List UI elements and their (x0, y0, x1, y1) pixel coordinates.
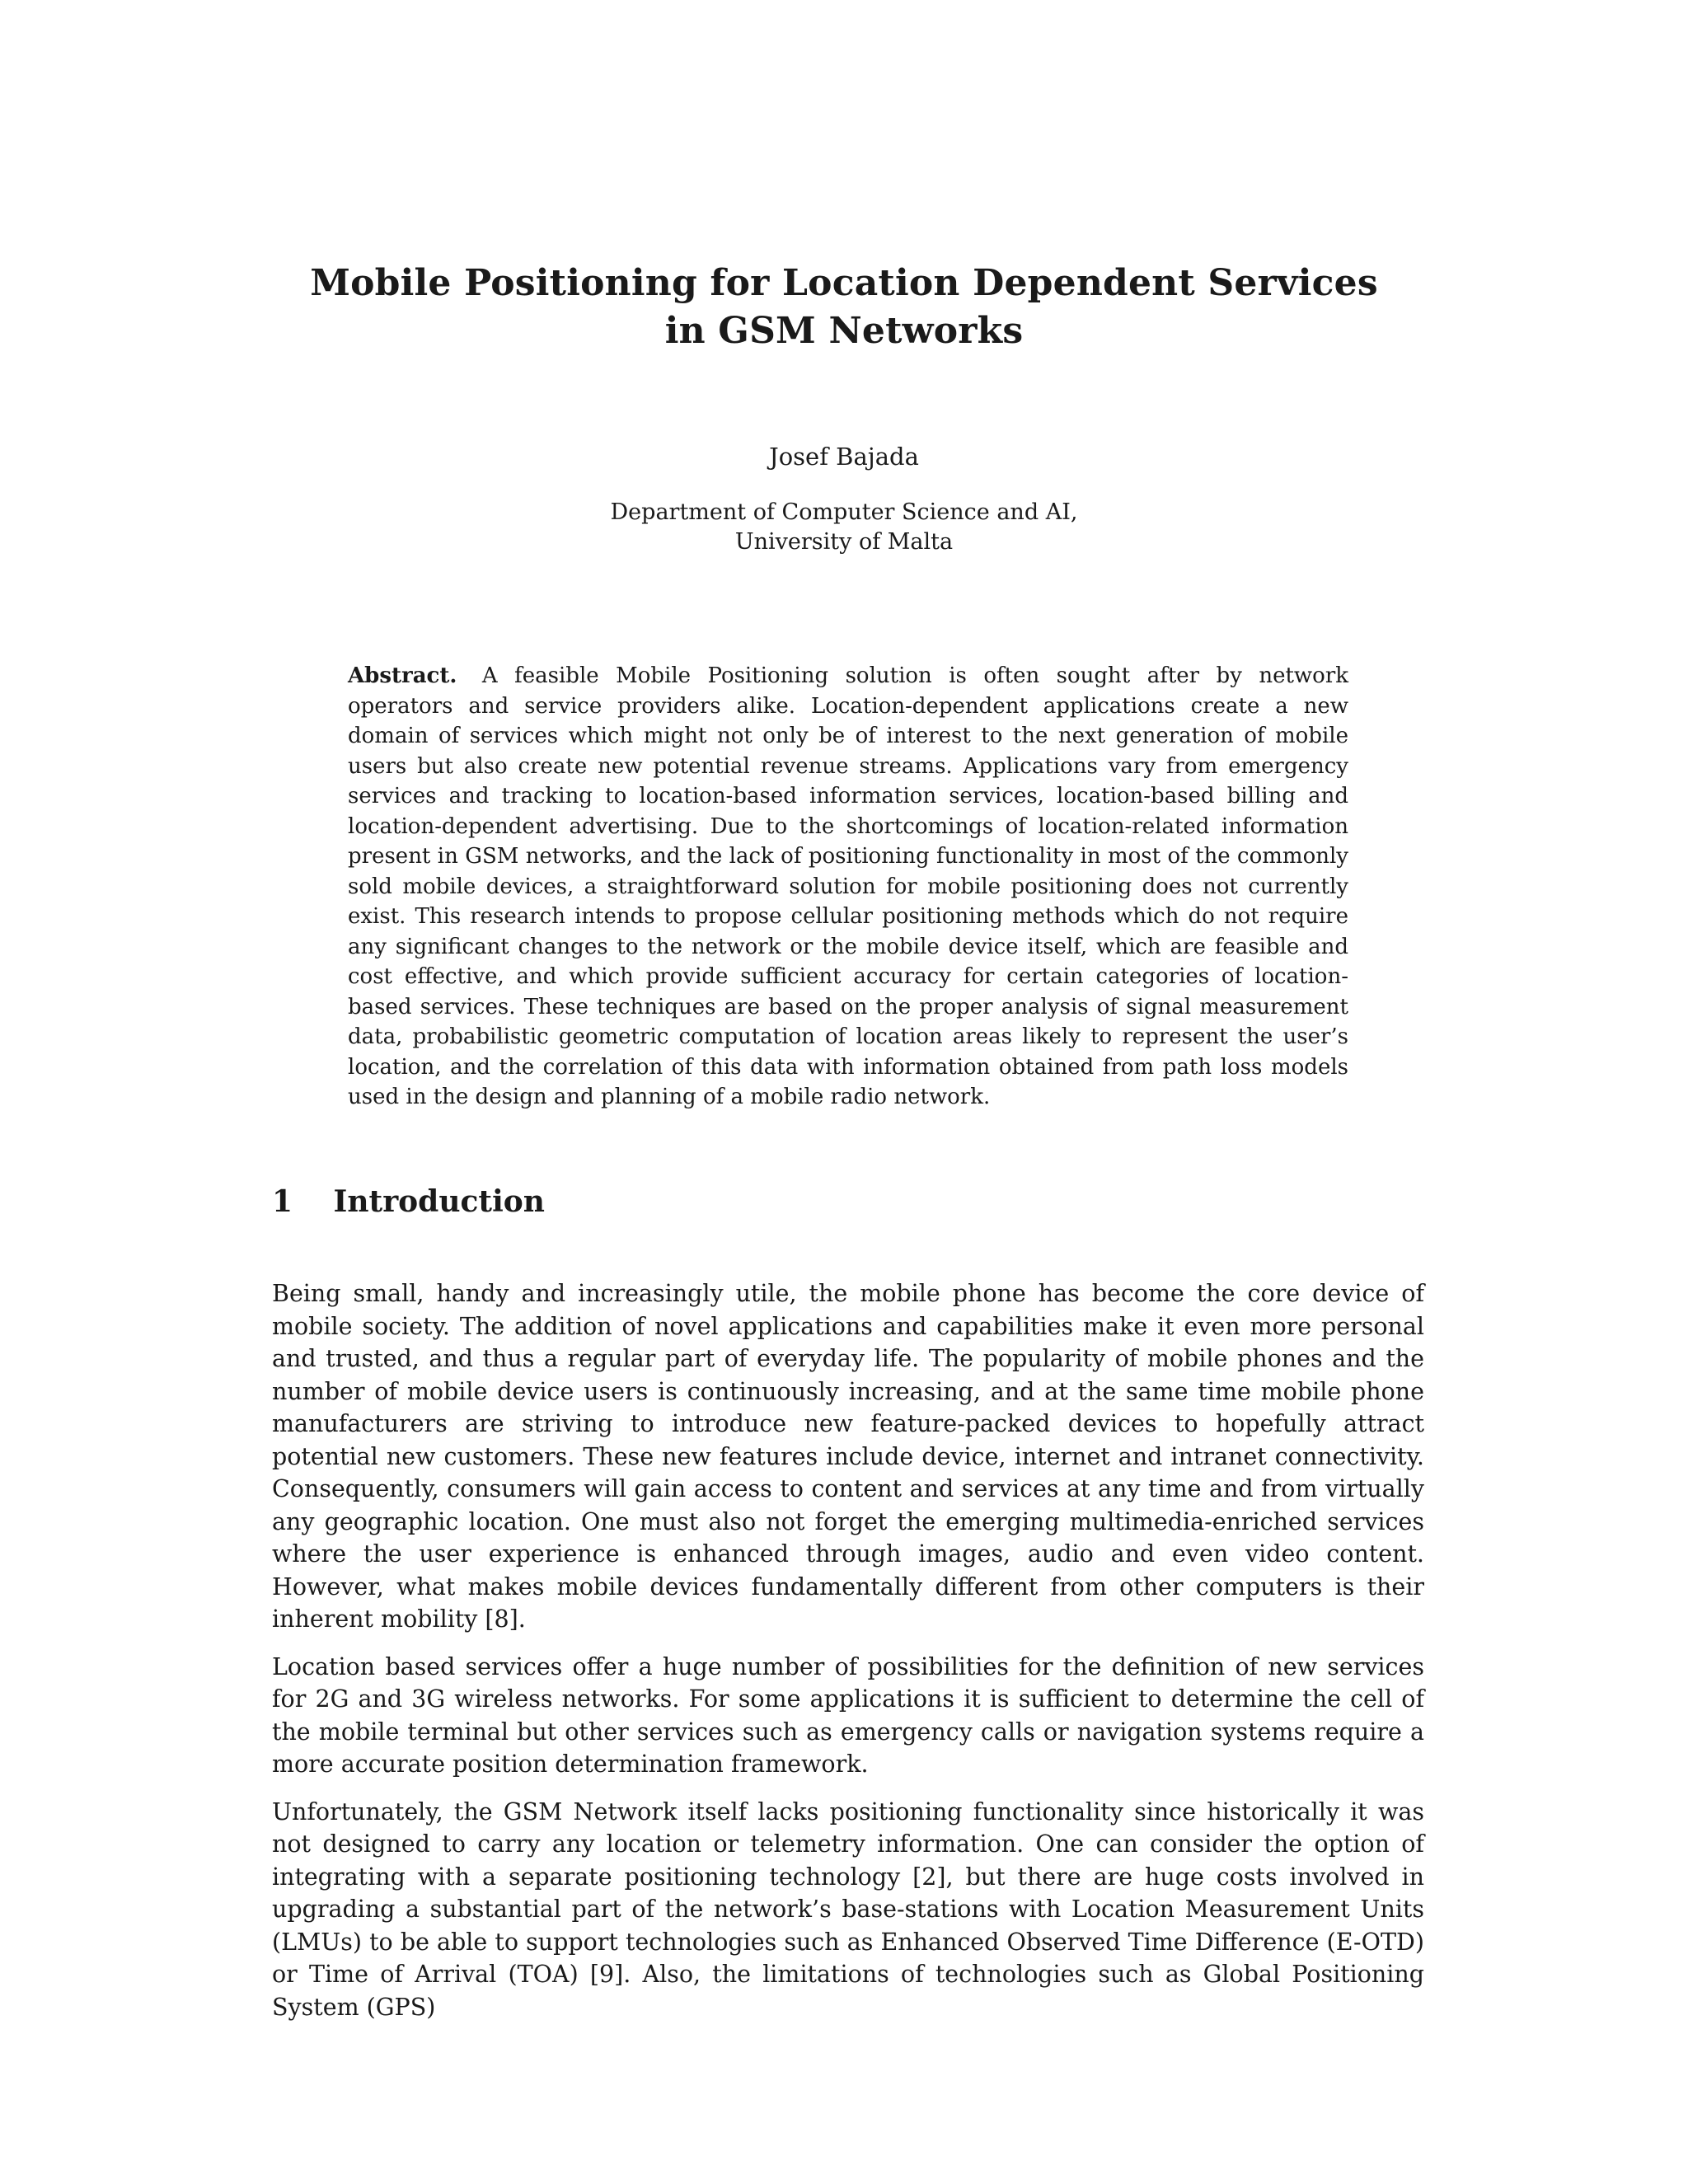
paper-title-line-1: Mobile Positioning for Location Dependent Services (310, 262, 1378, 304)
paragraph: Unfortunately, the GSM Network itself lacks positioning functionality since historically it was not designed to carry any location or telemetry information. One can consider the option of integrating with a separate positioning technology [2], but there are huge costs involved in upgrading a substantial part of the network’s base-stations with Location Measurement Units (LMUs) to be able to support technologies such as Enhanced Observed Time Difference (E-OTD) or Time of Arrival (TOA) [9]. Also, the limitations of technologies such as Global Positioning System (GPS) (272, 1797, 1424, 2021)
paragraph: Being small, handy and increasingly utile, the mobile phone has become the core device of mobile society. The addition of novel applications and capabilities make it even more personal and trusted, and thus a regular part of everyday life. The popularity of mobile phones and the number of mobile device users is continuously increasing, and at the same time mobile phone manufacturers are striving to introduce new feature-packed devices to hopefully attract potential new customers. These new features include device, internet and intranet connectivity. Consequently, consumers will gain access to content and services at any time and from virtually any geographic location. One must also not forget the emerging multimedia-enriched services where the user experience is enhanced through images, audio and even video content. However, what makes mobile devices fundamentally different from other computers is their inherent mobility [8]. (272, 1280, 1424, 1633)
author-affiliation (0, 498, 1688, 557)
abstract-text: A feasible Mobile Positioning solution is often sought after by network operators and service providers alike. Location-dependent applications create a new domain of services which might not only be of interest to the next generation of mobile users but also create new potential revenue streams. Applications vary from emergency services and tracking to location-based information services, location-based billing and location-dependent advertising. Due to the shortcomings of location-related information present in GSM networks, and the lack of positioning functionality in most of the commonly sold mobile devices, a straightforward solution for mobile positioning does not currently exist. This research intends to propose cellular positioning methods which do not require any significant changes to the network or the mobile device itself, which are feasible and cost effective, and which provide sufficient accuracy for certain categories of location-based services. These techniques are based on the proper analysis of signal measurement data, probabilistic geometric computation of location areas likely to represent the user’s location, and the correlation of this data with information obtained from path loss models used in the design and planning of a mobile radio network. (348, 663, 1349, 1109)
introduction-body (272, 1277, 1424, 2038)
abstract (348, 661, 1348, 1113)
paper-title (0, 260, 1688, 355)
section-heading (272, 1182, 545, 1221)
affiliation-line-2: University of Malta (734, 529, 954, 555)
paper-title-line-2: in GSM Networks (664, 310, 1024, 352)
author-name: Josef Bajada (769, 443, 919, 471)
abstract-label: Abstract. (348, 663, 457, 688)
section-title: Introduction (333, 1184, 545, 1219)
paragraph: Location based services offer a huge number of possibilities for the definition of new services for 2G and 3G wireless networks. For some applications it is sufficient to determine the cell of the mobile terminal but other services such as emergency calls or navigation systems require a more accurate position determination framework. (272, 1652, 1424, 1778)
section-number: 1 (272, 1184, 293, 1219)
affiliation-line-1: Department of Computer Science and AI, (610, 499, 1078, 525)
